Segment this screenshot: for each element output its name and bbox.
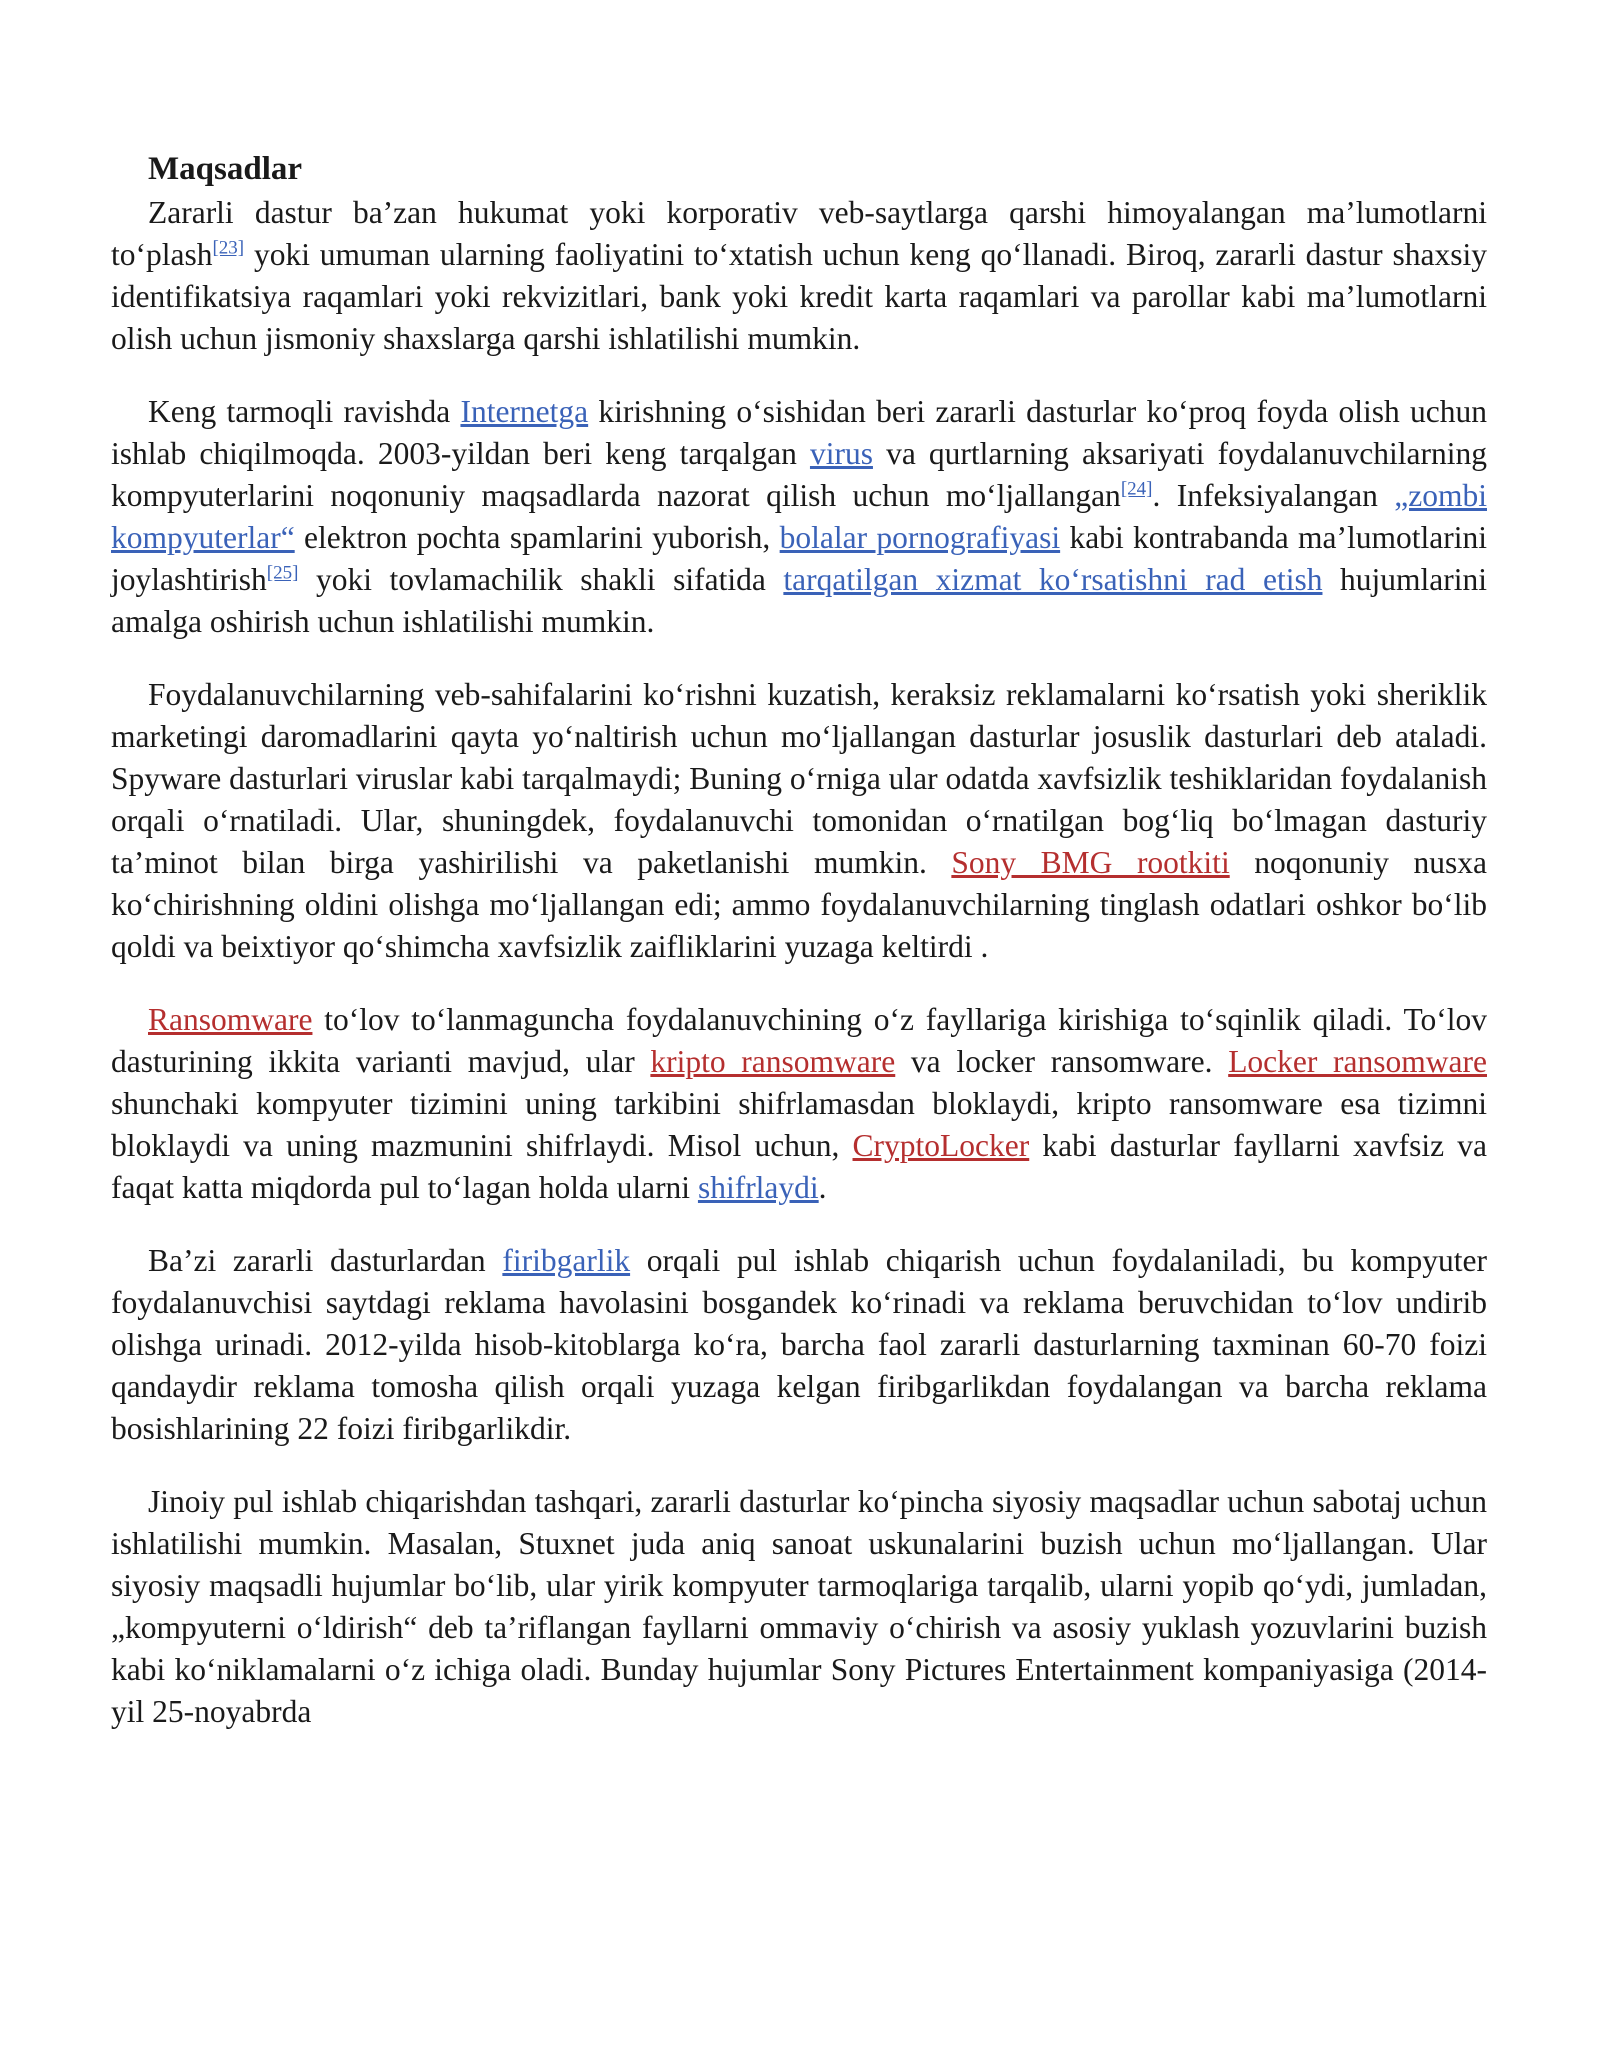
link-cryptolocker[interactable]: CryptoLocker (852, 1128, 1030, 1163)
link-kripto-ransomware[interactable]: kripto ransomware (650, 1044, 896, 1079)
paragraph-3 (111, 674, 1487, 968)
text-run: Jinoiy pul ishlab chiqarishdan tashqari, zararli dasturlar ko‘pincha siyosiy maqsadlar uchun sabotaj uchun ishlatilishi mumkin. Masalan, Stuxnet juda aniq sanoat uskunalarini buzish uchun mo‘ljallangan. Ular siyosiy maqsadli hujumlar bo‘lib, ular yirik kompyuter tarmoqlariga tarqalib, ularni yopib qo‘ydi, jumladan, „kompyuterni o‘ldirish“ deb ta’riflangan fayllarni ommaviy o‘chirish va asosiy yuklash yozuvlarini buzish kabi ko‘niklamalarni o‘z ichiga oladi. Bunday hujumlar Sony Pictures Entertainment kompaniyasiga (2014-yil 25-noyabrda (111, 1484, 1487, 1729)
citation-link[interactable]: [24] (1120, 478, 1153, 500)
text-run: Foydalanuvchilarning veb-sahifalarini ko‘rishni kuzatish, keraksiz reklamalarni ko‘rsatish yoki sheriklik marketingi daromadlarini qayta yo‘naltirish uchun mo‘ljallangan dasturlar josuslik dasturlari deb ataladi. Spyware dasturlari viruslar kabi tarqalmaydi; Buning o‘rniga ular odatda xavfsizlik teshiklaridan foydalanish orqali o‘rnatiladi. Ular, shuningdek, foydalanuvchi tomonidan o‘rnatilgan bog‘liq bo‘lmagan dasturiy ta’minot bilan birga yashirilishi va paketlanishi mumkin. (111, 677, 1487, 880)
paragraph-4 (111, 999, 1487, 1209)
document-page (111, 148, 1487, 1764)
link-internetga[interactable]: Internetga (460, 394, 589, 429)
text-run: hujumlarini amalga oshirish uchun ishlatilishi mumkin. (111, 562, 1488, 639)
link-shifrlaydi[interactable]: shifrlaydi (697, 1170, 819, 1205)
paragraph-1 (111, 192, 1487, 360)
paragraph-6 (111, 1481, 1487, 1733)
text-run: yoki umuman ularning faoliyatini to‘xtatish uchun keng qo‘llanadi. Biroq, zararli dastur shaxsiy identifikatsiya raqamlari yoki rekvizitlari, bank yoki kredit karta raqamlari va parollar kabi ma’lumotlarni olish uchun jismoniy shaxslarga qarshi ishlatilishi mumkin. (111, 237, 1487, 356)
text-run: va locker ransomware. (895, 1044, 1229, 1079)
text-run: . (818, 1170, 827, 1205)
link-bolalar-pornografiyasi[interactable]: bolalar pornografiyasi (779, 520, 1061, 555)
paragraph-2 (111, 391, 1487, 643)
citation-23[interactable] (212, 238, 244, 259)
link-zombi-kompyuterlar[interactable]: „zombi kompyuterlar“ (111, 478, 1487, 555)
text-run: noqonuniy nusxa ko‘chirishning oldini olishga mo‘ljallangan edi; ammo foydalanuvchilarning tinglash odatlari oshkor bo‘lib qoldi va beixtiyor qo‘shimcha xavfsizlik zaifliklarini yuzaga keltirdi . (111, 845, 1487, 964)
text-run: kabi kontrabanda ma’lumotlarini joylashtirish (111, 520, 1488, 597)
text-run: to‘lov to‘lanmaguncha foydalanuvchining o‘z fayllariga kirishiga to‘sqinlik qiladi. To‘lov dasturining ikkita varianti mavjud, ular (111, 1002, 1487, 1079)
section-heading: Maqsadlar (148, 151, 303, 187)
link-locker-ransomware[interactable]: Locker ransomware (1228, 1044, 1487, 1079)
link-firibgarlik[interactable]: firibgarlik (502, 1243, 631, 1278)
citation-24[interactable] (1121, 479, 1153, 500)
text-run: Keng tarmoqli ravishda (148, 394, 461, 429)
link-ddos[interactable]: tarqatilgan xizmat ko‘rsatishni rad etish (783, 562, 1323, 597)
text-run: elektron pochta spamlarini yuborish, (294, 520, 780, 555)
text-run: kabi dasturlar fayllarni xavfsiz va faqat katta miqdorda pul to‘lagan holda ularni (111, 1128, 1488, 1205)
text-run: Ba’zi zararli dasturlardan (148, 1243, 503, 1278)
text-run: Zararli dastur ba’zan hukumat yoki korporativ veb-saytlarga qarshi himoyalangan ma’lumotlarni to‘plash (111, 195, 1487, 272)
text-run: orqali pul ishlab chiqarish uchun foydalaniladi, bu kompyuter foydalanuvchisi saytdagi reklama havolasini bosgandek ko‘rinadi va reklama beruvchidan to‘lov undirib olishga urinadi. 2012-yilda hisob-kitoblarga ko‘ra, barcha faol zararli dasturlarning taxminan 60-70 foizi qandaydir reklama tomosha qilish orqali yuzaga kelgan firibgarlikdan foydalangan va barcha reklama bosishlarining 22 foizi firibgarlikdir. (111, 1243, 1487, 1446)
citation-link[interactable]: [25] (266, 562, 299, 584)
link-ransomware[interactable]: Ransomware (148, 1002, 313, 1037)
text-run: kirishning o‘sishidan beri zararli dasturlar ko‘proq foyda olish uchun ishlab chiqilmoqda. 2003-yildan beri keng tarqalgan (111, 394, 1488, 471)
paragraph-5 (111, 1240, 1487, 1450)
text-run: shunchaki kompyuter tizimini uning tarkibini shifrlamasdan bloklaydi, kripto ransomware esa tizimni bloklaydi va uning mazmunini shifrlaydi. Misol uchun, (111, 1086, 1487, 1163)
text-run: yoki tovlamachilik shakli sifatida (298, 562, 784, 597)
link-sony-bmg-rootkit[interactable]: Sony BMG rootkiti (951, 845, 1230, 880)
citation-link[interactable]: [23] (212, 237, 245, 259)
link-virus[interactable]: virus (809, 436, 873, 471)
text-run: va qurtlarning aksariyati foydalanuvchilarning kompyuterlarini noqonuniy maqsadlarda nazorat qilish uchun mo‘ljallangan (111, 436, 1488, 513)
citation-25[interactable] (267, 563, 299, 584)
text-run: . Infeksiyalangan (1152, 478, 1395, 513)
